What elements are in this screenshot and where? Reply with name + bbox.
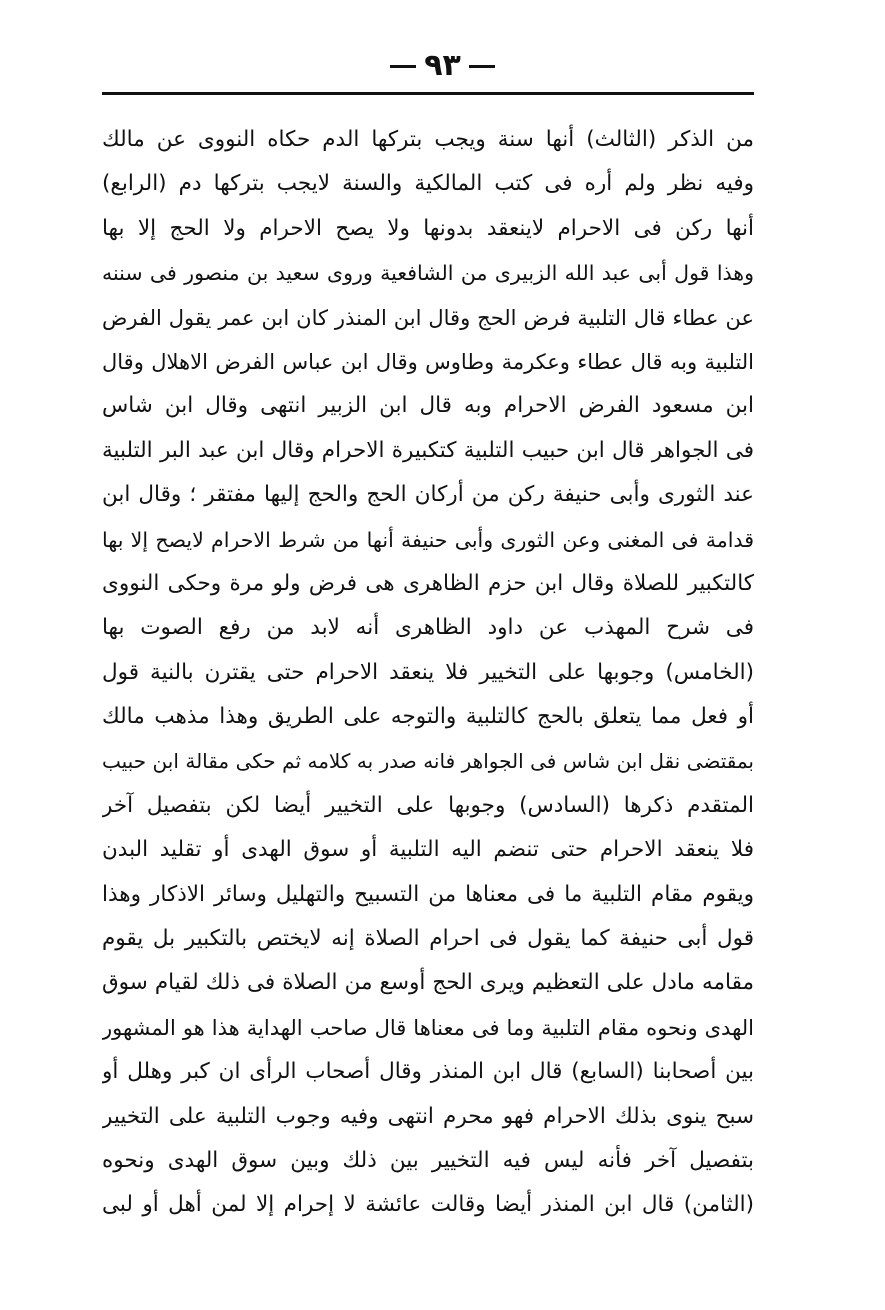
text-line: الهدى ونحوه مقام التلبية وما فى معناها قال صاحب الهداية هذا هو المشهور [102, 1015, 754, 1040]
page-number-dash-right [469, 65, 495, 68]
text-line: فلا ينعقد الاحرام حتى تنضم اليه التلبية أو سوق الهدى أو تقليد البدن [102, 837, 754, 863]
text-line: وفيه نظر ولم أره فى كتب المالكية والسنة لايجب بتركها دم (الرابع) [102, 171, 754, 197]
text-line: عن عطاء قال التلبية فرض الحج وقال ابن المنذر كان ابن عمر يقول الفرض [102, 305, 754, 330]
header-rule [102, 92, 754, 95]
text-line: بتفصيل آخر فأنه ليس فيه التخيير بين ذلك وبين سوق الهدى ونحوه [102, 1147, 754, 1173]
text-line: (الخامس) وجوبها على التخيير فلا ينعقد الاحرام حتى يقترن بالنية قول [102, 659, 754, 685]
text-line: وهذا قول أبى عبد الله الزبيرى من الشافعية وروى سعيد بن منصور فى سننه [102, 261, 754, 286]
text-line: مقامه مادل على التعظيم ويرى الحج أوسع من الصلاة فى ذلك لقيام سوق [102, 970, 754, 996]
text-line: التلبية وبه قال عطاء وعكرمة وطاوس وقال ابن عباس الفرض الاهلال وقال [102, 349, 754, 374]
text-line: قول أبى حنيفة كما يقول فى احرام الصلاة إنه لايختص بالتكبير بل يقوم [102, 926, 754, 952]
text-line: قدامة فى المغنى وعن الثورى وأبى حنيفة أنها من شرط الاحرام لايصح إلا بها [102, 527, 754, 552]
text-line: ويقوم مقام التلبية ما فى معناها من التسبيح والتهليل وسائر الاذكار وهذا [102, 881, 754, 907]
text-line: بين أصحابنا (السابع) قال ابن المنذر وقال أصحاب الرأى ان كبر وهلل أو [102, 1059, 754, 1085]
text-line: المتقدم ذكرها (السادس) وجوبها على التخيير أيضا لكن بتفصيل آخر [102, 792, 754, 818]
text-line: فى الجواهر قال ابن حبيب التلبية كتكبيرة الاحرام وقال ابن عبد البر التلبية [102, 437, 754, 463]
text-line: ابن مسعود الفرض الاحرام وبه قال ابن الزبير انتهى وقال ابن شاس [102, 393, 754, 419]
text-line: أنها ركن فى الاحرام لاينعقد بدونها ولا يصح الاحرام ولا الحج إلا بها [102, 215, 754, 241]
page-number [0, 48, 885, 83]
text-line: من الذكر (الثالث) أنها سنة ويجب بتركها الدم حكاه النووى عن مالك [102, 127, 754, 152]
page-number-value: ٩٣ [424, 48, 461, 83]
text-line: كالتكبير للصلاة وقال ابن حزم الظاهرى هى فرض ولو مرة وحكى النووى [102, 570, 754, 596]
text-line: (الثامن) قال ابن المنذر أيضا وقالت عائشة لا إحرام إلا لمن أهل أو لبى [102, 1192, 754, 1218]
page-number-dash-left [390, 65, 416, 68]
text-line: أو فعل مما يتعلق بالحج كالتلبية والتوجه على الطريق وهذا مذهب مالك [102, 704, 754, 730]
body-text [102, 118, 754, 1228]
text-line: بمقتضى نقل ابن شاس فى الجواهر فانه صدر به كلامه ثم حكى مقالة ابن حبيب [102, 749, 754, 774]
text-line: سبح ينوى بذلك الاحرام فهو محرم انتهى وفيه وجوب التلبية على التخيير [102, 1103, 754, 1129]
text-line: عند الثورى وأبى حنيفة ركن من أركان الحج والحج إليها مفتقر ؛ وقال ابن [102, 482, 754, 508]
text-line: فى شرح المهذب عن داود الظاهرى أنه لابد من رفع الصوت بها [102, 615, 754, 641]
